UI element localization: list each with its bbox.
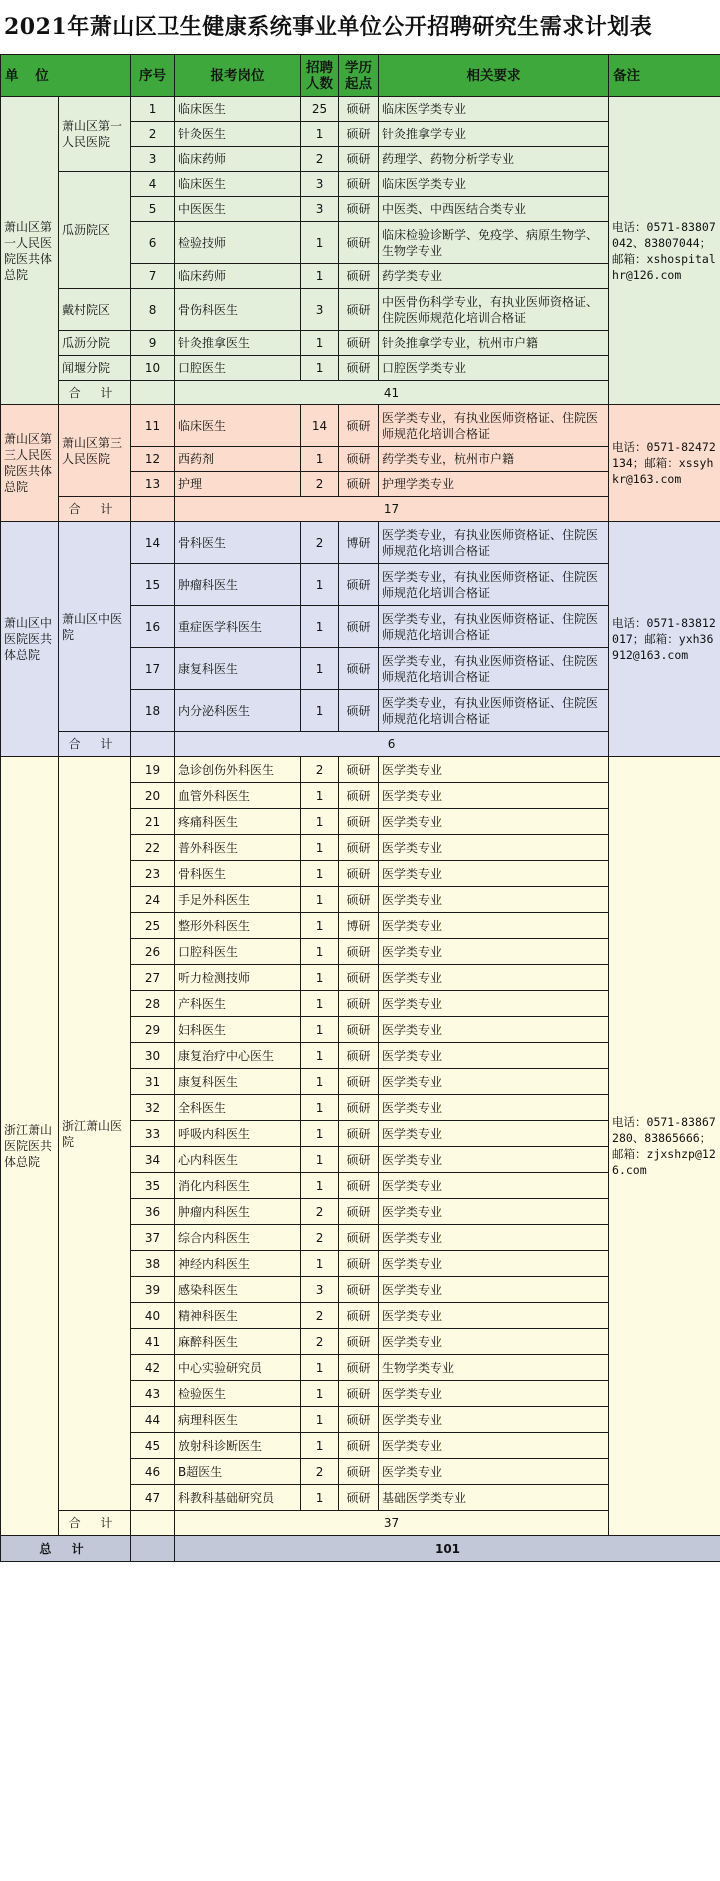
post-cell: 内分泌科医生 (175, 690, 301, 732)
requirement-cell: 医学类专业 (379, 757, 609, 783)
count-cell: 1 (301, 991, 339, 1017)
count-cell: 2 (301, 757, 339, 783)
seq-cell: 3 (131, 147, 175, 172)
subunit-cell: 闻堰分院 (59, 356, 131, 381)
requirement-cell: 医学类专业，有执业医师资格证、住院医师规范化培训合格证 (379, 606, 609, 648)
edu-cell: 硕研 (339, 1303, 379, 1329)
count-cell: 3 (301, 197, 339, 222)
edu-cell: 硕研 (339, 1199, 379, 1225)
edu-cell: 硕研 (339, 991, 379, 1017)
count-cell: 1 (301, 1485, 339, 1511)
seq-cell: 47 (131, 1485, 175, 1511)
post-cell: 全科医生 (175, 1095, 301, 1121)
requirement-cell: 医学类专业 (379, 887, 609, 913)
requirement-cell: 医学类专业 (379, 835, 609, 861)
seq-cell: 10 (131, 356, 175, 381)
seq-cell: 44 (131, 1407, 175, 1433)
subunit-cell: 萧山区中医院 (59, 522, 131, 732)
count-cell: 1 (301, 264, 339, 289)
post-cell: 消化内科医生 (175, 1173, 301, 1199)
page-title: 2021年萧山区卫生健康系统事业单位公开招聘研究生需求计划表 (4, 14, 653, 40)
seq-cell: 18 (131, 690, 175, 732)
count-cell: 14 (301, 405, 339, 447)
count-cell: 3 (301, 172, 339, 197)
count-cell: 25 (301, 97, 339, 122)
post-cell: 手足外科医生 (175, 887, 301, 913)
count-cell: 1 (301, 1043, 339, 1069)
post-cell: 科教科基础研究员 (175, 1485, 301, 1511)
requirement-cell: 医学类专业 (379, 1433, 609, 1459)
edu-cell: 硕研 (339, 757, 379, 783)
post-cell: 普外科医生 (175, 835, 301, 861)
count-cell: 2 (301, 1459, 339, 1485)
edu-cell: 硕研 (339, 965, 379, 991)
seq-cell: 13 (131, 472, 175, 497)
post-cell: 康复科医生 (175, 1069, 301, 1095)
post-cell: 感染科医生 (175, 1277, 301, 1303)
requirement-cell: 医学类专业 (379, 1251, 609, 1277)
count-cell: 1 (301, 331, 339, 356)
count-cell: 1 (301, 1095, 339, 1121)
subtotal-spacer (131, 381, 175, 405)
header-unit: 单 位 (1, 55, 131, 97)
requirement-cell: 医学类专业，有执业医师资格证、住院医师规范化培训合格证 (379, 648, 609, 690)
edu-cell: 硕研 (339, 1355, 379, 1381)
count-cell: 1 (301, 1069, 339, 1095)
edu-cell: 硕研 (339, 1407, 379, 1433)
requirement-cell: 医学类专业 (379, 809, 609, 835)
table-body (1, 97, 720, 1562)
count-cell: 2 (301, 522, 339, 564)
count-cell: 1 (301, 1407, 339, 1433)
edu-cell: 硕研 (339, 356, 379, 381)
post-cell: 骨伤科医生 (175, 289, 301, 331)
count-cell: 1 (301, 447, 339, 472)
post-cell: 急诊创伤外科医生 (175, 757, 301, 783)
edu-cell: 硕研 (339, 222, 379, 264)
requirement-cell: 医学类专业 (379, 1381, 609, 1407)
header-post: 报考岗位 (175, 55, 301, 97)
edu-cell: 硕研 (339, 1095, 379, 1121)
edu-cell: 硕研 (339, 1225, 379, 1251)
requirement-cell: 医学类专业 (379, 1147, 609, 1173)
count-cell: 2 (301, 1199, 339, 1225)
edu-cell: 硕研 (339, 1017, 379, 1043)
requirement-cell: 医学类专业 (379, 913, 609, 939)
post-cell: 产科医生 (175, 991, 301, 1017)
count-cell: 1 (301, 861, 339, 887)
seq-cell: 17 (131, 648, 175, 690)
unit-cell: 萧山区第三人民医院医共体总院 (1, 405, 59, 522)
edu-cell: 硕研 (339, 1381, 379, 1407)
post-cell: 西药剂 (175, 447, 301, 472)
count-cell: 1 (301, 222, 339, 264)
edu-cell: 硕研 (339, 147, 379, 172)
requirement-cell: 医学类专业 (379, 1225, 609, 1251)
seq-cell: 29 (131, 1017, 175, 1043)
subtotal-value: 17 (175, 497, 609, 522)
post-cell: 针灸推拿医生 (175, 331, 301, 356)
post-cell: 肿瘤科医生 (175, 564, 301, 606)
edu-cell: 博研 (339, 913, 379, 939)
count-cell: 1 (301, 564, 339, 606)
requirement-cell: 药学类专业，杭州市户籍 (379, 447, 609, 472)
requirement-cell: 医学类专业，有执业医师资格证、住院医师规范化培训合格证 (379, 690, 609, 732)
count-cell: 1 (301, 965, 339, 991)
unit-cell: 浙江萧山医院医共体总院 (1, 757, 59, 1536)
subunit-cell: 瓜沥院区 (59, 172, 131, 289)
header-edu: 学历起点 (339, 55, 379, 97)
edu-cell: 硕研 (339, 1043, 379, 1069)
table-row (1, 522, 720, 564)
grand-total-row (1, 1536, 720, 1562)
count-cell: 1 (301, 690, 339, 732)
requirement-cell: 医学类专业 (379, 939, 609, 965)
requirement-cell: 医学类专业 (379, 1069, 609, 1095)
seq-cell: 37 (131, 1225, 175, 1251)
edu-cell: 硕研 (339, 835, 379, 861)
seq-cell: 33 (131, 1121, 175, 1147)
edu-cell: 硕研 (339, 172, 379, 197)
edu-cell: 硕研 (339, 1069, 379, 1095)
requirement-cell: 临床检验诊断学、免疫学、病原生物学、生物学专业 (379, 222, 609, 264)
seq-cell: 41 (131, 1329, 175, 1355)
edu-cell: 硕研 (339, 648, 379, 690)
edu-cell: 硕研 (339, 809, 379, 835)
count-cell: 3 (301, 1277, 339, 1303)
post-cell: 血管外科医生 (175, 783, 301, 809)
requirement-cell: 医学类专业 (379, 1407, 609, 1433)
requirement-cell: 医学类专业，有执业医师资格证、住院医师规范化培训合格证 (379, 564, 609, 606)
post-cell: 临床药师 (175, 264, 301, 289)
count-cell: 2 (301, 1329, 339, 1355)
subunit-cell: 浙江萧山医院 (59, 757, 131, 1511)
requirement-cell: 药学类专业 (379, 264, 609, 289)
requirement-cell: 医学类专业 (379, 861, 609, 887)
subtotal-spacer (131, 732, 175, 757)
post-cell: 康复科医生 (175, 648, 301, 690)
seq-cell: 45 (131, 1433, 175, 1459)
post-cell: 临床医生 (175, 97, 301, 122)
post-cell: 疼痛科医生 (175, 809, 301, 835)
seq-cell: 20 (131, 783, 175, 809)
note-cell: 电话：0571-83812017；邮箱：yxh36912@163.com (609, 522, 720, 757)
note-cell: 电话：0571-83867280、83865666；邮箱：zjxshzp@126.com (609, 757, 720, 1536)
requirement-cell: 医学类专业 (379, 1459, 609, 1485)
seq-cell: 8 (131, 289, 175, 331)
requirement-cell: 医学类专业，有执业医师资格证、住院医师规范化培训合格证 (379, 405, 609, 447)
unit-cell: 萧山区中医院医共体总院 (1, 522, 59, 757)
subtotal-value: 37 (175, 1511, 609, 1536)
post-cell: 听力检测技师 (175, 965, 301, 991)
edu-cell: 硕研 (339, 1329, 379, 1355)
requirement-cell: 医学类专业 (379, 1173, 609, 1199)
edu-cell: 硕研 (339, 861, 379, 887)
edu-cell: 硕研 (339, 1485, 379, 1511)
count-cell: 2 (301, 472, 339, 497)
requirement-cell: 临床医学类专业 (379, 172, 609, 197)
requirement-cell: 临床医学类专业 (379, 97, 609, 122)
seq-cell: 12 (131, 447, 175, 472)
seq-cell: 2 (131, 122, 175, 147)
post-cell: 临床药师 (175, 147, 301, 172)
count-cell: 1 (301, 1121, 339, 1147)
requirement-cell: 基础医学类专业 (379, 1485, 609, 1511)
post-cell: 护理 (175, 472, 301, 497)
seq-cell: 25 (131, 913, 175, 939)
requirement-cell: 针灸推拿学专业 (379, 122, 609, 147)
seq-cell: 19 (131, 757, 175, 783)
edu-cell: 硕研 (339, 122, 379, 147)
header-req: 相关要求 (379, 55, 609, 97)
edu-cell: 硕研 (339, 1121, 379, 1147)
seq-cell: 24 (131, 887, 175, 913)
header-note: 备注 (609, 55, 720, 97)
seq-cell: 1 (131, 97, 175, 122)
edu-cell: 硕研 (339, 405, 379, 447)
edu-cell: 硕研 (339, 1251, 379, 1277)
edu-cell: 硕研 (339, 887, 379, 913)
seq-cell: 27 (131, 965, 175, 991)
requirement-cell: 医学类专业 (379, 1121, 609, 1147)
header-count: 招聘人数 (301, 55, 339, 97)
requirement-cell: 医学类专业 (379, 965, 609, 991)
seq-cell: 32 (131, 1095, 175, 1121)
post-cell: 妇科医生 (175, 1017, 301, 1043)
seq-cell: 28 (131, 991, 175, 1017)
post-cell: 中医医生 (175, 197, 301, 222)
count-cell: 1 (301, 783, 339, 809)
edu-cell: 硕研 (339, 197, 379, 222)
grand-total-spacer (131, 1536, 175, 1562)
seq-cell: 23 (131, 861, 175, 887)
subunit-cell: 戴村院区 (59, 289, 131, 331)
count-cell: 1 (301, 1173, 339, 1199)
post-cell: 麻醉科医生 (175, 1329, 301, 1355)
post-cell: 综合内科医生 (175, 1225, 301, 1251)
requirement-cell: 医学类专业 (379, 1277, 609, 1303)
edu-cell: 硕研 (339, 331, 379, 356)
edu-cell: 硕研 (339, 1277, 379, 1303)
count-cell: 1 (301, 809, 339, 835)
subtotal-label: 合 计 (59, 497, 131, 522)
count-cell: 1 (301, 648, 339, 690)
requirement-cell: 口腔医学类专业 (379, 356, 609, 381)
post-cell: 针灸医生 (175, 122, 301, 147)
table-header (1, 55, 720, 97)
edu-cell: 硕研 (339, 606, 379, 648)
post-cell: 骨科医生 (175, 522, 301, 564)
post-cell: 病理科医生 (175, 1407, 301, 1433)
seq-cell: 46 (131, 1459, 175, 1485)
grand-total-label: 总 计 (1, 1536, 131, 1562)
post-cell: 放射科诊断医生 (175, 1433, 301, 1459)
requirement-cell: 医学类专业 (379, 1199, 609, 1225)
count-cell: 1 (301, 1147, 339, 1173)
seq-cell: 43 (131, 1381, 175, 1407)
count-cell: 2 (301, 1225, 339, 1251)
count-cell: 1 (301, 1017, 339, 1043)
requirement-cell: 医学类专业 (379, 1017, 609, 1043)
seq-cell: 31 (131, 1069, 175, 1095)
subunit-cell: 萧山区第一人民医院 (59, 97, 131, 172)
count-cell: 1 (301, 1433, 339, 1459)
post-cell: 检验技师 (175, 222, 301, 264)
requirement-cell: 医学类专业 (379, 1329, 609, 1355)
post-cell: 心内科医生 (175, 1147, 301, 1173)
seq-cell: 16 (131, 606, 175, 648)
table-row (1, 97, 720, 122)
requirement-cell: 医学类专业 (379, 1095, 609, 1121)
edu-cell: 硕研 (339, 1147, 379, 1173)
edu-cell: 硕研 (339, 1459, 379, 1485)
count-cell: 2 (301, 1303, 339, 1329)
requirement-cell: 医学类专业 (379, 991, 609, 1017)
post-cell: B超医生 (175, 1459, 301, 1485)
post-cell: 神经内科医生 (175, 1251, 301, 1277)
count-cell: 1 (301, 356, 339, 381)
subtotal-value: 41 (175, 381, 609, 405)
post-cell: 肿瘤内科医生 (175, 1199, 301, 1225)
count-cell: 1 (301, 1381, 339, 1407)
seq-cell: 9 (131, 331, 175, 356)
seq-cell: 22 (131, 835, 175, 861)
seq-cell: 21 (131, 809, 175, 835)
edu-cell: 硕研 (339, 783, 379, 809)
post-cell: 口腔科医生 (175, 939, 301, 965)
edu-cell: 博研 (339, 522, 379, 564)
seq-cell: 34 (131, 1147, 175, 1173)
edu-cell: 硕研 (339, 472, 379, 497)
recruitment-table (0, 54, 720, 1562)
seq-cell: 14 (131, 522, 175, 564)
seq-cell: 35 (131, 1173, 175, 1199)
edu-cell: 硕研 (339, 447, 379, 472)
count-cell: 1 (301, 939, 339, 965)
seq-cell: 15 (131, 564, 175, 606)
note-cell: 电话：0571-83807042、83807044；邮箱：xshospitalhr@126.com (609, 97, 720, 405)
requirement-cell: 护理学类专业 (379, 472, 609, 497)
edu-cell: 硕研 (339, 564, 379, 606)
edu-cell: 硕研 (339, 1173, 379, 1199)
post-cell: 精神科医生 (175, 1303, 301, 1329)
table-row (1, 405, 720, 447)
edu-cell: 硕研 (339, 264, 379, 289)
post-cell: 呼吸内科医生 (175, 1121, 301, 1147)
subtotal-label: 合 计 (59, 732, 131, 757)
seq-cell: 30 (131, 1043, 175, 1069)
requirement-cell: 中医骨伤科学专业，有执业医师资格证、住院医师规范化培训合格证 (379, 289, 609, 331)
count-cell: 1 (301, 913, 339, 939)
seq-cell: 36 (131, 1199, 175, 1225)
subtotal-value: 6 (175, 732, 609, 757)
count-cell: 1 (301, 606, 339, 648)
count-cell: 3 (301, 289, 339, 331)
post-cell: 临床医生 (175, 172, 301, 197)
table-row (1, 757, 720, 783)
count-cell: 1 (301, 887, 339, 913)
post-cell: 康复治疗中心医生 (175, 1043, 301, 1069)
seq-cell: 4 (131, 172, 175, 197)
requirement-cell: 中医类、中西医结合类专业 (379, 197, 609, 222)
requirement-cell: 药理学、药物分析学专业 (379, 147, 609, 172)
requirement-cell: 医学类专业，有执业医师资格证、住院医师规范化培训合格证 (379, 522, 609, 564)
edu-cell: 硕研 (339, 289, 379, 331)
post-cell: 临床医生 (175, 405, 301, 447)
post-cell: 中心实验研究员 (175, 1355, 301, 1381)
count-cell: 1 (301, 122, 339, 147)
count-cell: 1 (301, 1355, 339, 1381)
seq-cell: 26 (131, 939, 175, 965)
edu-cell: 硕研 (339, 939, 379, 965)
post-cell: 重症医学科医生 (175, 606, 301, 648)
requirement-cell: 医学类专业 (379, 1043, 609, 1069)
seq-cell: 7 (131, 264, 175, 289)
edu-cell: 硕研 (339, 690, 379, 732)
count-cell: 2 (301, 147, 339, 172)
unit-cell: 萧山区第一人民医院医共体总院 (1, 97, 59, 405)
seq-cell: 5 (131, 197, 175, 222)
note-cell: 电话：0571-82472134；邮箱：xssyhkr@163.com (609, 405, 720, 522)
grand-total-value: 101 (175, 1536, 720, 1562)
post-cell: 检验医生 (175, 1381, 301, 1407)
header-seq: 序号 (131, 55, 175, 97)
subtotal-spacer (131, 1511, 175, 1536)
seq-cell: 38 (131, 1251, 175, 1277)
count-cell: 1 (301, 1251, 339, 1277)
post-cell: 整形外科医生 (175, 913, 301, 939)
subtotal-label: 合 计 (59, 1511, 131, 1536)
subtotal-label: 合 计 (59, 381, 131, 405)
requirement-cell: 生物学类专业 (379, 1355, 609, 1381)
requirement-cell: 医学类专业 (379, 1303, 609, 1329)
post-cell: 骨科医生 (175, 861, 301, 887)
seq-cell: 39 (131, 1277, 175, 1303)
seq-cell: 42 (131, 1355, 175, 1381)
seq-cell: 11 (131, 405, 175, 447)
edu-cell: 硕研 (339, 1433, 379, 1459)
edu-cell: 硕研 (339, 97, 379, 122)
seq-cell: 40 (131, 1303, 175, 1329)
post-cell: 口腔医生 (175, 356, 301, 381)
subunit-cell: 瓜沥分院 (59, 331, 131, 356)
requirement-cell: 医学类专业 (379, 783, 609, 809)
subunit-cell: 萧山区第三人民医院 (59, 405, 131, 497)
count-cell: 1 (301, 835, 339, 861)
subtotal-spacer (131, 497, 175, 522)
requirement-cell: 针灸推拿学专业，杭州市户籍 (379, 331, 609, 356)
seq-cell: 6 (131, 222, 175, 264)
